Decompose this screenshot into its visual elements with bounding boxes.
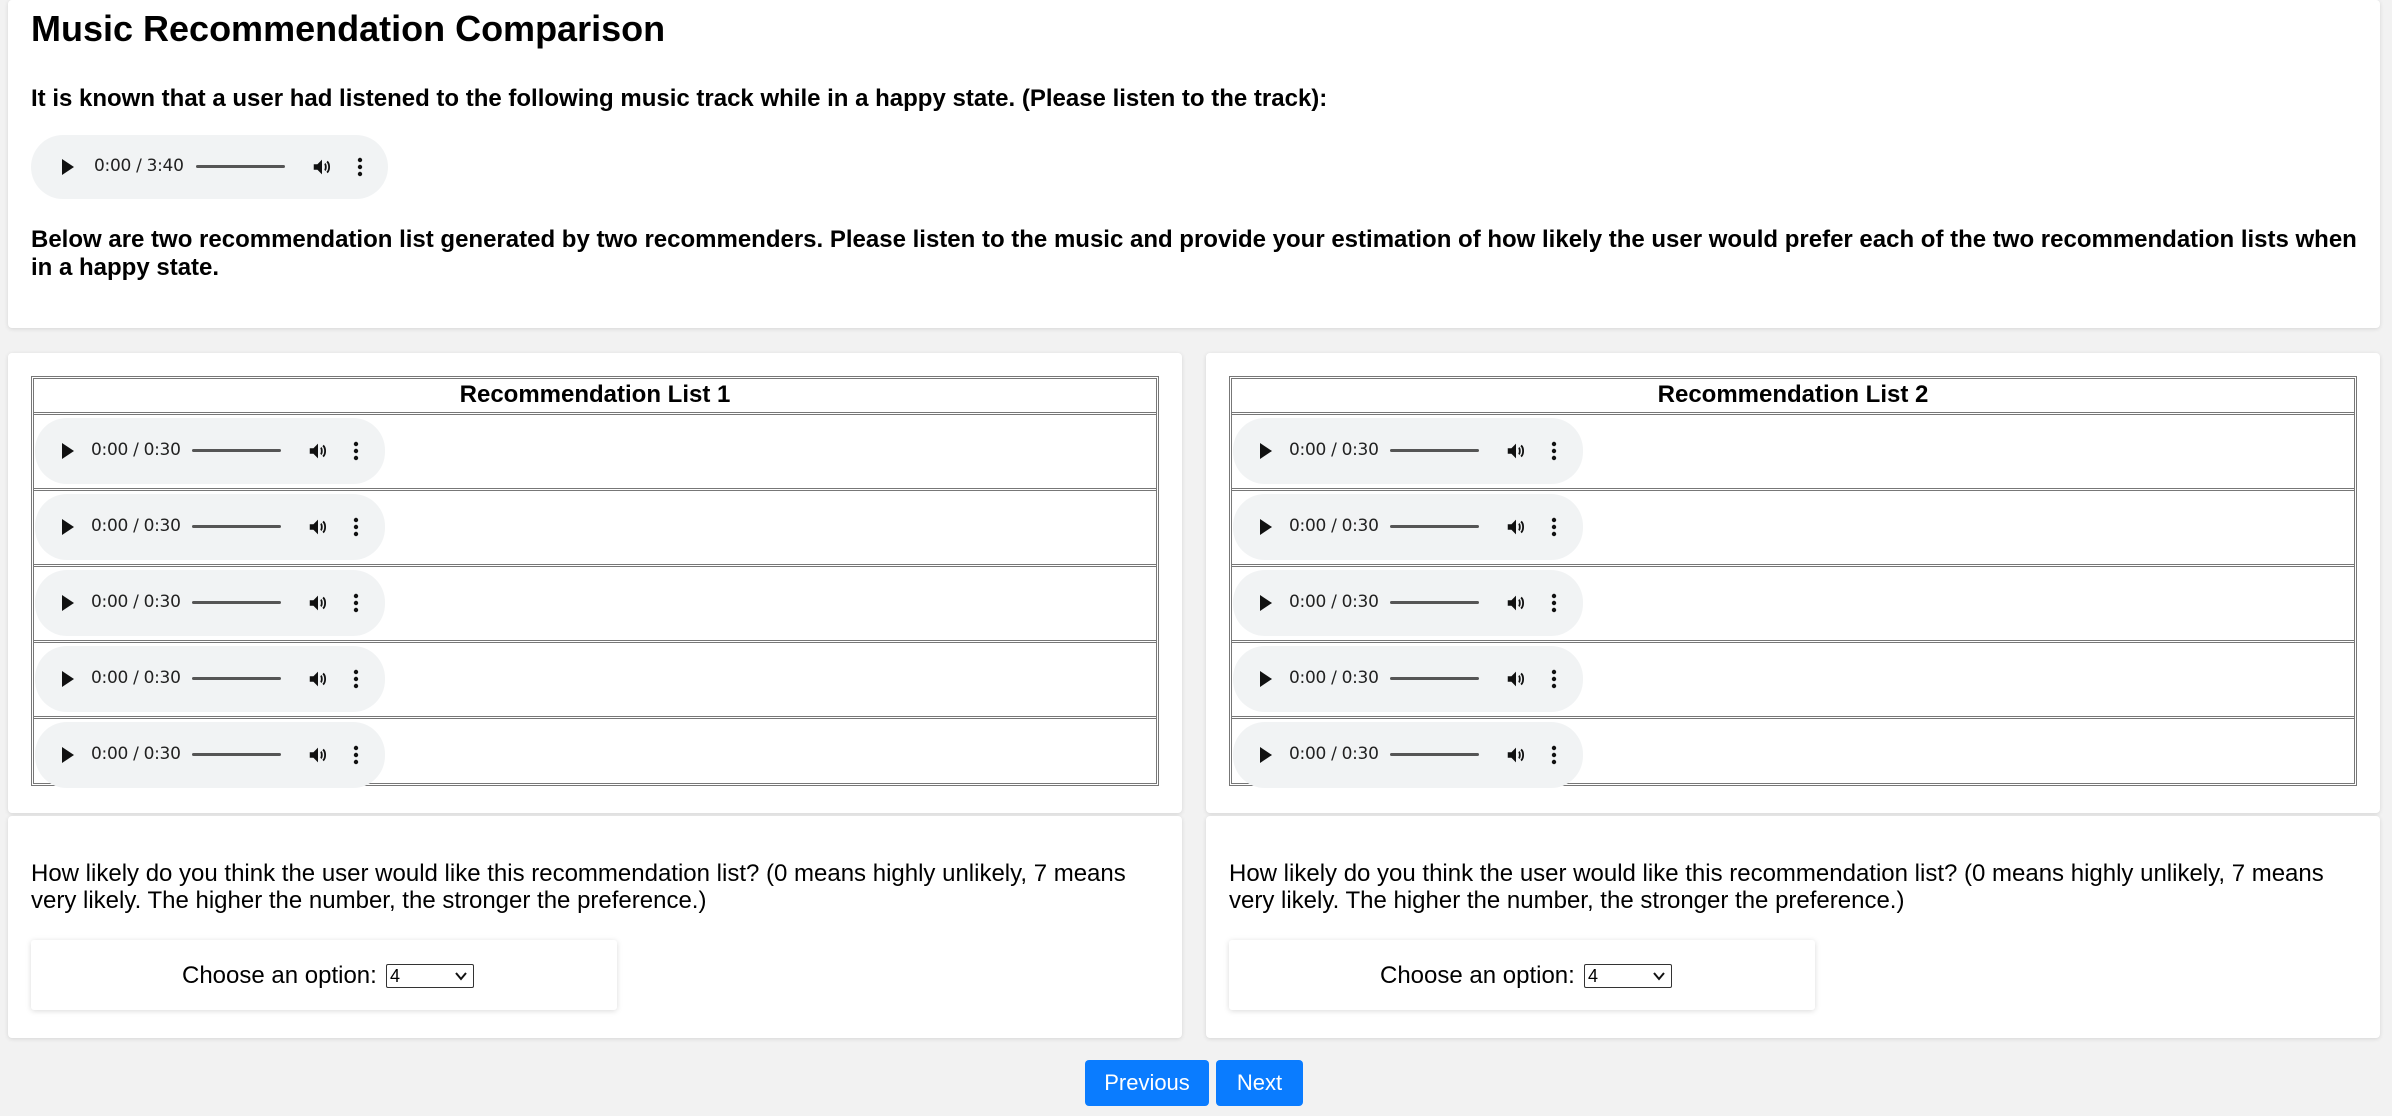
track-audio-player[interactable] [35, 418, 385, 484]
more-options-icon[interactable] [353, 668, 359, 690]
option-box [31, 940, 617, 1010]
track-row [34, 415, 1156, 491]
seek-bar[interactable] [192, 753, 281, 756]
rating-panel-2 [1206, 816, 2380, 1038]
volume-icon[interactable] [1505, 592, 1527, 614]
play-icon[interactable] [62, 159, 74, 175]
track-audio-player[interactable] [35, 494, 385, 560]
seek-bar[interactable] [192, 677, 281, 680]
play-icon[interactable] [1260, 747, 1272, 763]
seek-bar[interactable] [192, 525, 281, 528]
option-label: Choose an option: [182, 962, 377, 989]
more-options-icon[interactable] [1551, 668, 1557, 690]
more-options-icon[interactable] [357, 156, 363, 178]
seed-track-prompt: It is known that a user had listened to the following music track while in a happy state. (Please listen to the track): [31, 85, 1328, 112]
recommendation-list-panel-1 [8, 353, 1182, 813]
more-options-icon[interactable] [353, 440, 359, 462]
audio-time: 0:00 / 0:30 [91, 668, 181, 688]
selected-value: 4 [390, 966, 401, 986]
track-row [1232, 491, 2354, 567]
instructions: Below are two recommendation list generated by two recommenders. Please listen to the music and provide your estimation of how likely the user would prefer each of the two recommendation lists when in a happy state. [31, 226, 2357, 281]
play-icon[interactable] [1260, 443, 1272, 459]
play-icon[interactable] [1260, 519, 1272, 535]
audio-time: 0:00 / 0:30 [91, 516, 181, 536]
rating-question: How likely do you think the user would like this recommendation list? (0 means highly unlikely, 7 means very likely. The higher the number, the stronger the preference.) [31, 860, 1126, 914]
audio-time: 0:00 / 0:30 [1289, 592, 1379, 612]
previous-button[interactable]: Previous [1085, 1060, 1209, 1106]
recommendation-list-panel-2 [1206, 353, 2380, 813]
track-audio-player[interactable] [1233, 570, 1583, 636]
rating-panel-1 [8, 816, 1182, 1038]
page-title: Music Recommendation Comparison [31, 8, 666, 49]
volume-icon[interactable] [307, 744, 329, 766]
play-icon[interactable] [62, 747, 74, 763]
audio-time: 0:00 / 0:30 [91, 440, 181, 460]
table-header: Recommendation List 1 [34, 379, 1156, 415]
play-icon[interactable] [62, 443, 74, 459]
chevron-down-icon [455, 971, 467, 981]
track-audio-player[interactable] [35, 570, 385, 636]
track-audio-player[interactable] [35, 722, 385, 788]
track-row [1232, 567, 2354, 643]
seek-bar[interactable] [1390, 525, 1479, 528]
track-audio-player[interactable] [1233, 722, 1583, 788]
volume-icon[interactable] [307, 440, 329, 462]
track-row [34, 491, 1156, 567]
volume-icon[interactable] [1505, 440, 1527, 462]
volume-icon[interactable] [1505, 668, 1527, 690]
rating-select-1[interactable] [386, 964, 474, 988]
audio-time: 0:00 / 0:30 [1289, 744, 1379, 764]
option-box [1229, 940, 1815, 1010]
more-options-icon[interactable] [1551, 744, 1557, 766]
volume-icon[interactable] [311, 156, 333, 178]
volume-icon[interactable] [1505, 744, 1527, 766]
more-options-icon[interactable] [1551, 516, 1557, 538]
seek-bar[interactable] [192, 449, 281, 452]
chevron-down-icon [1653, 971, 1665, 981]
volume-icon[interactable] [1505, 516, 1527, 538]
track-row [34, 567, 1156, 643]
track-audio-player[interactable] [1233, 494, 1583, 560]
more-options-icon[interactable] [353, 516, 359, 538]
play-icon[interactable] [1260, 595, 1272, 611]
volume-icon[interactable] [307, 668, 329, 690]
track-row [34, 719, 1156, 792]
seek-bar[interactable] [1390, 449, 1479, 452]
seek-bar[interactable] [1390, 753, 1479, 756]
audio-time: 0:00 / 0:30 [1289, 668, 1379, 688]
play-icon[interactable] [62, 519, 74, 535]
recommendation-table-2 [1229, 376, 2357, 786]
table-header: Recommendation List 2 [1232, 379, 2354, 415]
audio-time: 0:00 / 0:30 [91, 744, 181, 764]
intro-card [8, 0, 2380, 328]
rating-select-2[interactable] [1584, 964, 1672, 988]
track-row [1232, 719, 2354, 792]
option-label: Choose an option: [1380, 962, 1575, 989]
more-options-icon[interactable] [1551, 440, 1557, 462]
audio-time: 0:00 / 0:30 [1289, 516, 1379, 536]
track-audio-player[interactable] [1233, 418, 1583, 484]
track-row [34, 643, 1156, 719]
more-options-icon[interactable] [353, 592, 359, 614]
track-audio-player[interactable] [35, 646, 385, 712]
seek-bar[interactable] [1390, 677, 1479, 680]
next-button[interactable]: Next [1216, 1060, 1303, 1106]
audio-time: 0:00 / 0:30 [1289, 440, 1379, 460]
more-options-icon[interactable] [1551, 592, 1557, 614]
track-row [1232, 415, 2354, 491]
audio-time: 0:00 / 0:30 [91, 592, 181, 612]
seek-bar[interactable] [192, 601, 281, 604]
play-icon[interactable] [62, 671, 74, 687]
track-audio-player[interactable] [1233, 646, 1583, 712]
rating-question: How likely do you think the user would like this recommendation list? (0 means highly unlikely, 7 means very likely. The higher the number, the stronger the preference.) [1229, 860, 2324, 914]
volume-icon[interactable] [307, 592, 329, 614]
recommendation-table-1 [31, 376, 1159, 786]
play-icon[interactable] [62, 595, 74, 611]
seek-bar[interactable] [196, 165, 285, 168]
seed-audio-player[interactable] [31, 135, 388, 199]
play-icon[interactable] [1260, 671, 1272, 687]
track-row [1232, 643, 2354, 719]
selected-value: 4 [1588, 966, 1599, 986]
seek-bar[interactable] [1390, 601, 1479, 604]
volume-icon[interactable] [307, 516, 329, 538]
more-options-icon[interactable] [353, 744, 359, 766]
audio-time: 0:00 / 3:40 [94, 156, 184, 176]
